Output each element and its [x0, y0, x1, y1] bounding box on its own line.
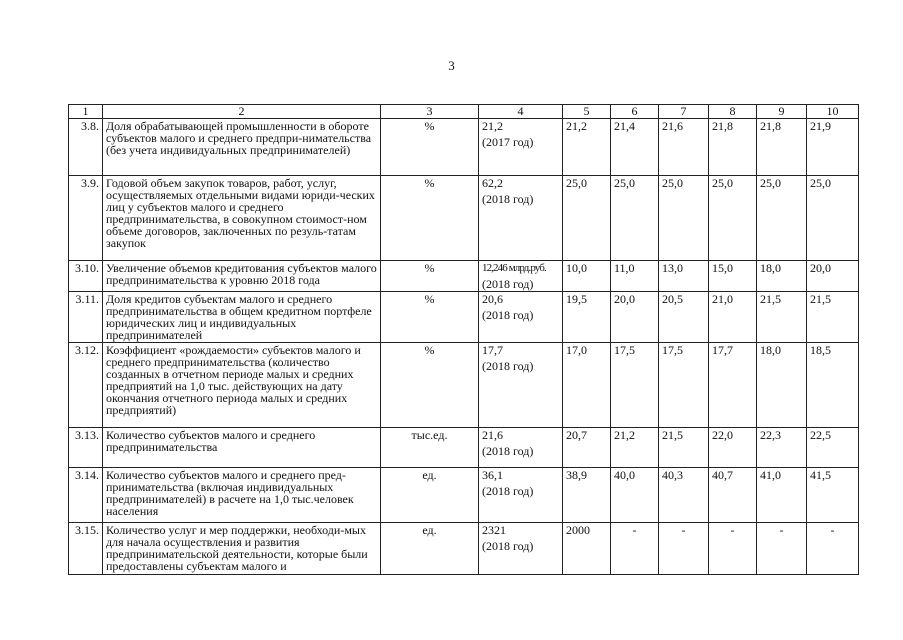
- target-value: 40,0: [611, 468, 659, 523]
- table-row: [69, 176, 859, 261]
- target-value: 22,5: [807, 428, 859, 468]
- row-number: 3.12.: [69, 343, 103, 428]
- target-value: 25,0: [709, 176, 757, 261]
- column-header: 5: [563, 105, 611, 119]
- target-value: 21,8: [709, 119, 757, 176]
- base-value-cell: [479, 468, 563, 523]
- target-value: 18,0: [757, 261, 807, 292]
- target-value: 20,0: [807, 261, 859, 292]
- unit-cell: %: [381, 343, 479, 428]
- column-header: 9: [757, 105, 807, 119]
- column-header: 10: [807, 105, 859, 119]
- base-year: (2018 год): [482, 444, 534, 458]
- unit-cell: %: [381, 176, 479, 261]
- base-year: (2018 год): [482, 277, 534, 291]
- row-number: 3.8.: [69, 119, 103, 176]
- indicator-name: Количество субъектов малого и среднего предпринимательства: [103, 428, 381, 468]
- target-value: 2000: [563, 523, 611, 575]
- target-value: 25,0: [611, 176, 659, 261]
- table-body: [69, 105, 859, 575]
- indicator-name: Коэффициент «рождаемости» субъектов малого и среднего предпринимательства (количество созданных в отчетном периоде малых и средних предприятий на 1,0 тыс. действующих на дату окончания отчетного периода малых и средних предприятий): [103, 343, 381, 428]
- target-value: -: [807, 523, 859, 575]
- row-number: 3.10.: [69, 261, 103, 292]
- column-header: 8: [709, 105, 757, 119]
- indicator-name: Количество субъектов малого и среднего пред-принимательства (включая индивидуальных предпринимателей) в расчете на 1,0 тыс.человек населения: [103, 468, 381, 523]
- target-value: 40,7: [709, 468, 757, 523]
- target-value: 17,5: [611, 343, 659, 428]
- base-year: (2018 год): [482, 539, 534, 553]
- target-value: 21,2: [563, 119, 611, 176]
- table-row: [69, 119, 859, 176]
- target-value: 13,0: [659, 261, 709, 292]
- target-value: 38,9: [563, 468, 611, 523]
- target-value: 21,0: [709, 292, 757, 343]
- column-header: 1: [69, 105, 103, 119]
- indicator-name: Количество услуг и мер поддержки, необходи-мых для начала осуществления и развития предпринимательской деятельности, которые были предоставлены субъектам малого и: [103, 523, 381, 575]
- target-value: 18,0: [757, 343, 807, 428]
- indicator-name: Увеличение объемов кредитования субъектов малого предпринимательства к уровню 2018 года: [103, 261, 381, 292]
- target-value: 20,5: [659, 292, 709, 343]
- column-header: 3: [381, 105, 479, 119]
- row-number: 3.15.: [69, 523, 103, 575]
- target-value: -: [611, 523, 659, 575]
- target-value: 21,5: [807, 292, 859, 343]
- target-value: 25,0: [563, 176, 611, 261]
- target-value: 20,7: [563, 428, 611, 468]
- target-value: 22,0: [709, 428, 757, 468]
- unit-cell: ед.: [381, 523, 479, 575]
- table-row: [69, 468, 859, 523]
- base-value: 21,6: [482, 428, 503, 442]
- base-value-cell: [479, 343, 563, 428]
- target-value: 25,0: [757, 176, 807, 261]
- target-value: 17,7: [709, 343, 757, 428]
- page-number: 3: [448, 58, 455, 73]
- column-header: 4: [479, 105, 563, 119]
- target-value: 21,5: [659, 428, 709, 468]
- target-value: -: [757, 523, 807, 575]
- target-value: 25,0: [659, 176, 709, 261]
- target-value: 21,2: [611, 428, 659, 468]
- base-value: 12,246 млрд.руб.: [482, 262, 546, 274]
- target-value: -: [659, 523, 709, 575]
- column-header: 6: [611, 105, 659, 119]
- target-value: 19,5: [563, 292, 611, 343]
- target-value: 21,8: [757, 119, 807, 176]
- row-number: 3.9.: [69, 176, 103, 261]
- indicator-name: Доля кредитов субъектам малого и среднего предпринимательства в общем кредитном портфеле юридических лиц и индивидуальных предпринимателей: [103, 292, 381, 343]
- row-number: 3.11.: [69, 292, 103, 343]
- table-row: [69, 292, 859, 343]
- base-year: (2018 год): [482, 308, 534, 322]
- target-value: -: [709, 523, 757, 575]
- table-row: [69, 523, 859, 575]
- indicator-name: Годовой объем закупок товаров, работ, услуг, осуществляемых отдельными видами юриди-ческих лиц у субъектов малого и среднего предпринимательства, в совокупном стоимост-ном объеме договоров, заключенных по резуль-татам закупок: [103, 176, 381, 261]
- base-value-cell: [479, 176, 563, 261]
- base-value: 36,1: [482, 468, 503, 482]
- target-value: 41,5: [807, 468, 859, 523]
- column-header: 7: [659, 105, 709, 119]
- target-value: 10,0: [563, 261, 611, 292]
- base-value-cell: [479, 292, 563, 343]
- base-value: 21,2: [482, 119, 503, 133]
- target-value: 40,3: [659, 468, 709, 523]
- base-value-cell: [479, 119, 563, 176]
- target-value: 20,0: [611, 292, 659, 343]
- target-value: 18,5: [807, 343, 859, 428]
- base-value-cell: [479, 523, 563, 575]
- row-number: 3.14.: [69, 468, 103, 523]
- table-row: [69, 261, 859, 292]
- base-year: (2017 год): [482, 135, 534, 149]
- unit-cell: %: [381, 119, 479, 176]
- target-value: 21,4: [611, 119, 659, 176]
- target-value: 17,0: [563, 343, 611, 428]
- table-row: [69, 428, 859, 468]
- target-value: 22,3: [757, 428, 807, 468]
- target-value: 41,0: [757, 468, 807, 523]
- target-value: 11,0: [611, 261, 659, 292]
- unit-cell: %: [381, 261, 479, 292]
- base-year: (2018 год): [482, 192, 534, 206]
- base-value-cell: [479, 261, 563, 292]
- target-value: 21,9: [807, 119, 859, 176]
- target-value: 21,6: [659, 119, 709, 176]
- column-header: 2: [103, 105, 381, 119]
- indicator-name: Доля обрабатывающей промышленности в обороте субъектов малого и среднего предпри-нимательства (без учета индивидуальных предпринимателей): [103, 119, 381, 176]
- base-value: 17,7: [482, 343, 503, 357]
- table-row: [69, 343, 859, 428]
- target-value: 17,5: [659, 343, 709, 428]
- base-value: 2321: [482, 523, 506, 537]
- unit-cell: ед.: [381, 468, 479, 523]
- unit-cell: %: [381, 292, 479, 343]
- target-value: 21,5: [757, 292, 807, 343]
- header-row: [69, 105, 859, 119]
- unit-cell: тыс.ед.: [381, 428, 479, 468]
- base-year: (2018 год): [482, 359, 534, 373]
- base-value: 20,6: [482, 292, 503, 306]
- base-value: 62,2: [482, 176, 503, 190]
- target-value: 25,0: [807, 176, 859, 261]
- target-value: 15,0: [709, 261, 757, 292]
- base-value-cell: [479, 428, 563, 468]
- base-year: (2018 год): [482, 484, 534, 498]
- indicators-table: [68, 104, 859, 575]
- row-number: 3.13.: [69, 428, 103, 468]
